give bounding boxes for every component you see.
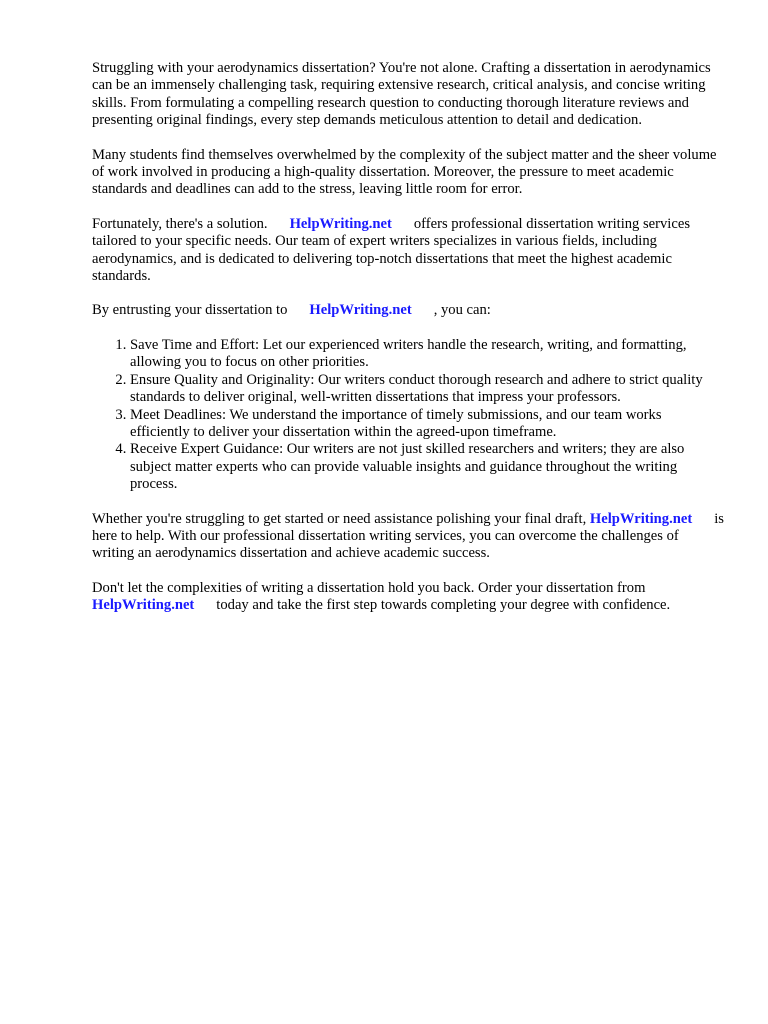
entrust-text-after: , you can: [433, 302, 491, 319]
helpwriting-link[interactable]: HelpWriting.net [92, 597, 195, 614]
problem-paragraph: Many students find themselves overwhelmed by the complexity of the subject matter and the sheer volume of work involved in producing a high-quality dissertation. Moreover, the pressure to meet academic standards and deadlines can add to the stress, leaving little room for error. [92, 146, 717, 198]
help-text-after: is here to help. With our professional dissertation writing services, you can overcome the challenges of writing an aerodynamics dissertation and achieve academic success. [92, 510, 724, 562]
helpwriting-link[interactable]: HelpWriting.net [289, 215, 392, 232]
helpwriting-link[interactable]: HelpWriting.net [589, 510, 693, 527]
intro-paragraph: Struggling with your aerodynamics dissertation? You're not alone. Crafting a dissertation in aerodynamics can be an immensely challenging task, requiring extensive research, critical analysis, and concise writing skills. From formulating a compelling research question to conducting thorough literature reviews and presenting original findings, every step demands meticulous attention to detail and dedication. [92, 60, 711, 129]
closing-text-before: Don't let the complexities of writing a dissertation hold you back. Order your dissertation from [92, 579, 646, 596]
solution-paragraph [92, 216, 724, 286]
list-item: 1. Save Time and Effort: Let our experienced writers handle the research, writing, and formatting, allowing you to focus on other priorities. [130, 337, 724, 372]
benefits-list [92, 337, 724, 494]
solution-text-before: Fortunately, there's a solution. [92, 215, 268, 232]
helpwriting-link[interactable]: HelpWriting.net [309, 302, 412, 319]
solution-text-after: offers professional dissertation writing services tailored to your specific needs. Our team of expert writers specializes in various fields, including aerodynamics, and is dedicated to delivering top-notch dissertations that meet the highest academic standards. [92, 215, 690, 285]
entrust-text-before: By entrusting your dissertation to [92, 302, 288, 319]
list-item: 4. Receive Expert Guidance: Our writers are not just skilled researchers and writers; they are also subject matter experts who can provide valuable insights and guidance throughout the writing process. [130, 441, 724, 493]
entrust-paragraph [92, 302, 724, 319]
closing-text-after: today and take the first step towards completing your degree with confidence. [216, 597, 671, 614]
help-paragraph [92, 511, 724, 563]
closing-paragraph [92, 580, 724, 615]
list-item: 2. Ensure Quality and Originality: Our writers conduct thorough research and adhere to strict quality standards to deliver original, well-written dissertations that impress your professors. [130, 372, 724, 407]
list-item: 3. Meet Deadlines: We understand the importance of timely submissions, and our team works efficiently to deliver your dissertation within the agreed-upon timeframe. [130, 407, 724, 442]
document-body [92, 60, 724, 632]
help-text-before: Whether you're struggling to get started or need assistance polishing your final draft, [92, 510, 587, 527]
